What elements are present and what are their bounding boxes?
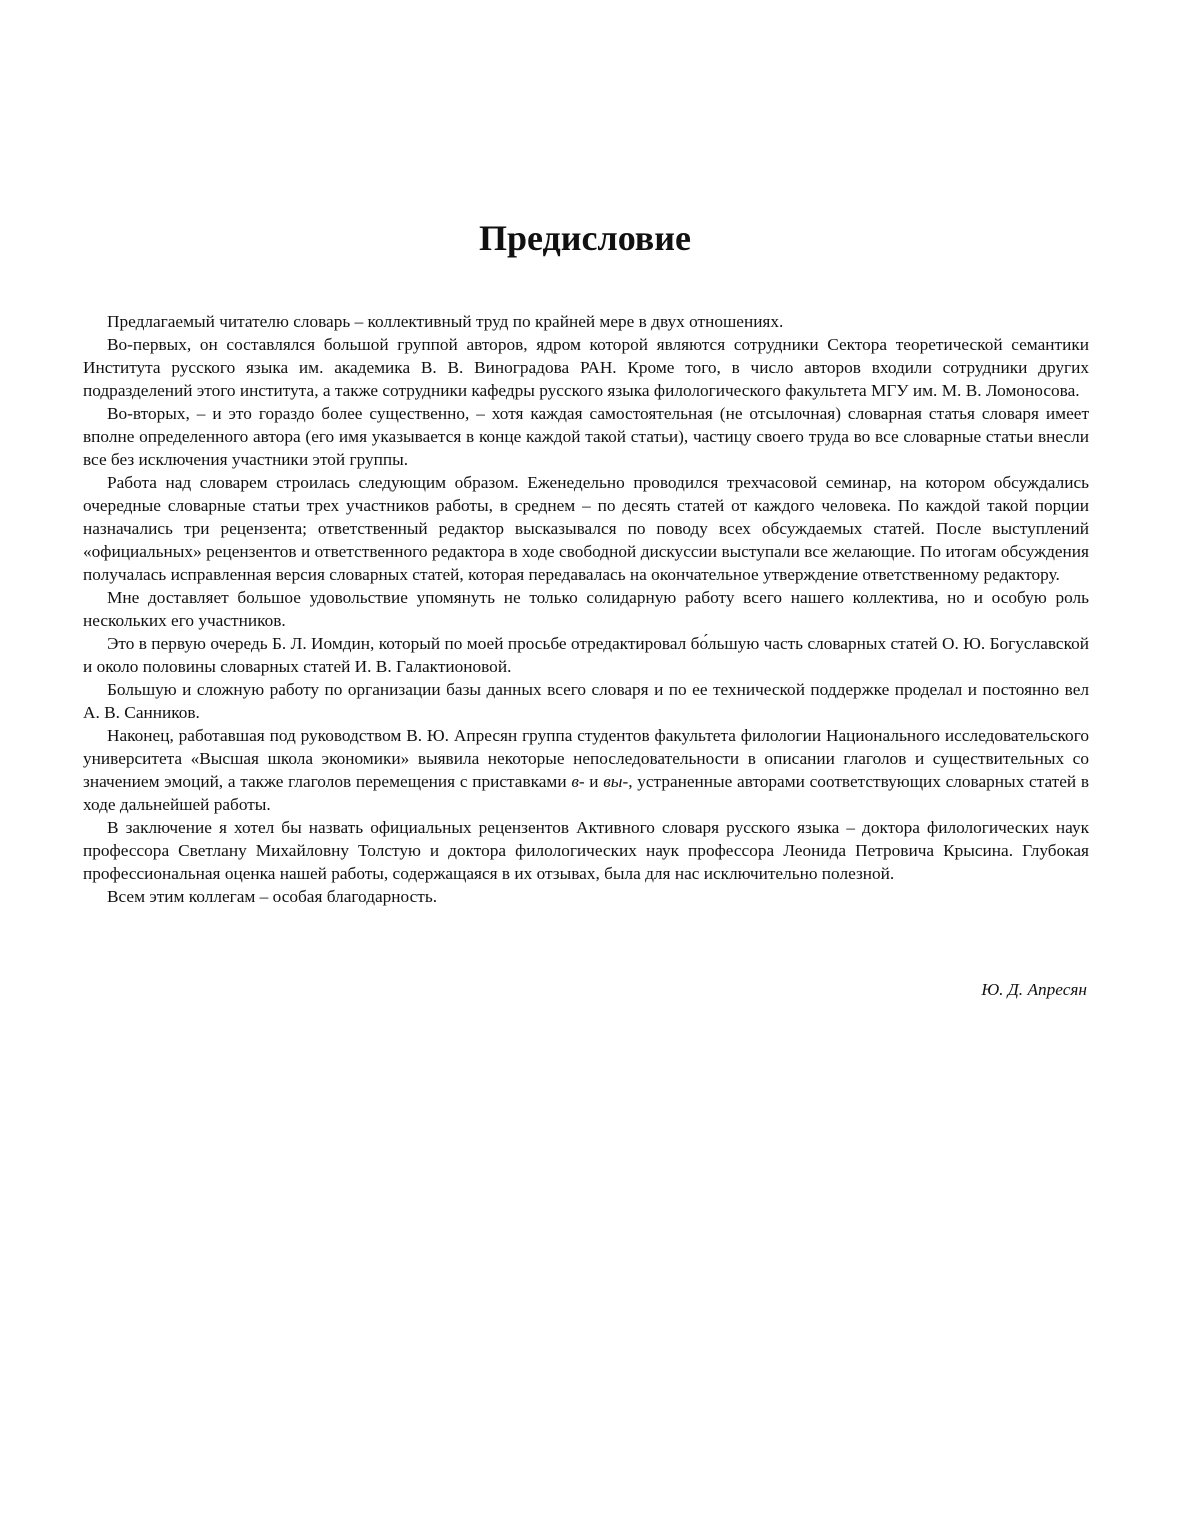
paragraph-text: , устраненные авторами соответствующих словарных статей в ходе дальнейшей работы.: [83, 772, 1090, 814]
author-signature: Ю. Д. Апресян: [981, 980, 1087, 999]
paragraph-text: В заключение я хотел бы назвать официальных рецензентов Активного словаря русского языка – доктора филологических наук профессора Светлану Михайловну Толстую и доктора филологических наук профессора Леонида Петровича Крысина. Глубокая профессиональная оценка нашей работы, содержащаяся в их отзывах, была для нас исключительно полезной.: [83, 818, 1089, 883]
preface-body: [83, 310, 1089, 908]
paragraph-text: Наконец, работавшая под руководством В. Ю. Апресян группа студентов факультета филологии Национального исследовательского университета «Высшая школа экономики» выявила некоторые непоследовательности в описании глаголов и существительных со значением эмоций, а также глаголов перемещения с приставками: [83, 726, 1089, 791]
paragraph-10: [83, 885, 1089, 908]
paragraph-text: Во-вторых, – и это гораздо более существенно, – хотя каждая самостоятельная (не отсылочная) словарная статья словаря имеет вполне определенного автора (его имя указывается в конце каждой такой статьи), частицу своего труда во все словарные статьи внесли все без исключения участники этой группы.: [83, 404, 1089, 469]
paragraph-text: Мне доставляет большое удовольствие упомянуть не только солидарную работу всего нашего коллектива, но и особую роль нескольких его участников.: [83, 588, 1089, 630]
prefix-v: в-: [571, 772, 585, 791]
paragraph-text: Это в первую очередь Б. Л. Иомдин, который по моей просьбе отредактировал бо́льшую часть словарных статей О. Ю. Богуславской и около половины словарных статей И. В. Галактионовой.: [83, 634, 1089, 676]
paragraph-3: [83, 402, 1089, 471]
paragraph-8: [83, 724, 1089, 816]
paragraph-5: [83, 586, 1089, 632]
paragraph-4: [83, 471, 1089, 586]
paragraph-text: Работа над словарем строилась следующим образом. Еженедельно проводился трехчасовой семинар, на котором обсуждались очередные словарные статьи трех участников работы, в среднем – по десять статей от каждого человека. По каждой такой порции назначались три рецензента; ответственный редактор высказывался по поводу всех обсуждаемых статей. После выступлений «официальных» рецензентов и ответственного редактора в ходе свободной дискуссии выступали все желающие. По итогам обсуждения получалась исправленная версия словарных статей, которая передавалась на окончательное утверждение ответственному редактору.: [83, 473, 1089, 584]
paragraph-text: Предлагаемый читателю словарь – коллективный труд по крайней мере в двух отношениях.: [107, 312, 784, 331]
paragraph-6: [83, 632, 1089, 678]
paragraph-text: Всем этим коллегам – особая благодарность.: [107, 887, 438, 906]
paragraph-2: [83, 333, 1089, 402]
paragraph-text: Большую и сложную работу по организации базы данных всего словаря и по ее технической поддержке проделал и постоянно вел А. В. Санников.: [83, 680, 1089, 722]
prefix-vy: вы-: [603, 772, 629, 791]
paragraph-text: Во-первых, он составлялся большой группой авторов, ядром которой являются сотрудники Сектора теоретической семантики Института русского языка им. академика В. В. Виноградова РАН. Кроме того, в число авторов входили сотрудники других подразделений этого института, а также сотрудники кафедры русского языка филологического факультета МГУ им. М. В. Ломоносова.: [83, 335, 1089, 400]
paragraph-text: и: [584, 772, 604, 791]
paragraph-9: [83, 816, 1089, 885]
paragraph-1: [83, 310, 1089, 333]
paragraph-7: [83, 678, 1089, 724]
page-title: Предисловие: [479, 218, 691, 258]
